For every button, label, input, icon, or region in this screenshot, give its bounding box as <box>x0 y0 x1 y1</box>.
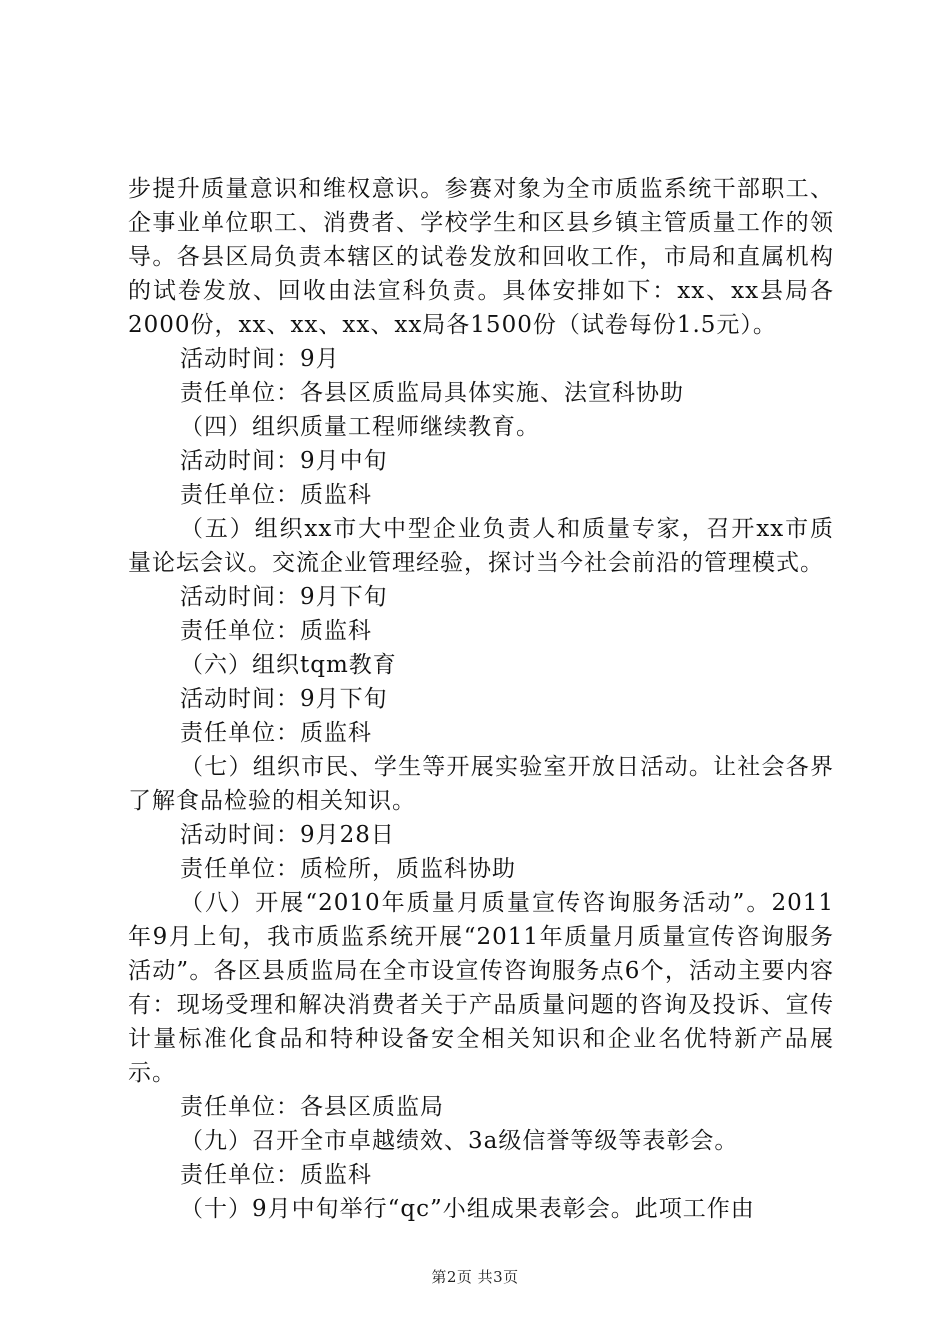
page-footer <box>0 1266 950 1287</box>
paragraph-12: 责任单位：质监科 <box>180 720 372 746</box>
paragraph-18: （九）召开全市卓越绩效、3a级信誉等级等表彰会。 <box>180 1128 739 1154</box>
paragraph-11: 活动时间：9月下旬 <box>180 686 388 712</box>
paragraph-4: （四）组织质量工程师继续教育。 <box>180 414 540 440</box>
paragraph-10: （六）组织tqm教育 <box>180 652 397 678</box>
paragraph-14: 活动时间：9月28日 <box>180 822 395 848</box>
paragraph-7: （五）组织xx市大中型企业负责人和质量专家，召开xx市质量论坛会议。交流企业管理经验，探讨当今社会前沿的管理模式。 <box>128 516 834 576</box>
paragraph-13: （七）组织市民、学生等开展实验室开放日活动。让社会各界了解食品检验的相关知识。 <box>128 754 834 814</box>
paragraph-17: 责任单位：各县区质监局 <box>180 1094 444 1120</box>
paragraph-9: 责任单位：质监科 <box>180 618 372 644</box>
paragraph-6: 责任单位：质监科 <box>180 482 372 508</box>
paragraph-1: 步提升质量意识和维权意识。参赛对象为全市质监系统干部职工、企事业单位职工、消费者、学校学生和区县乡镇主管质量工作的领导。各县区局负责本辖区的试卷发放和回收工作，市局和直属机构的试卷发放、回收由法宣科负责。具体安排如下：xx、xx县局各2000份，xx、xx、xx、xx局各1500份（试卷每份1.5元）。 <box>128 176 834 338</box>
paragraph-15: 责任单位：质检所，质监科协助 <box>180 856 516 882</box>
paragraph-16: （八）开展“2010年质量月质量宣传咨询服务活动”。2011年9月上旬，我市质监系统开展“2011年质量月质量宣传咨询服务活动”。各区县质监局在全市设宣传咨询服务点6个，活动主要内容有：现场受理和解决消费者关于产品质量问题的咨询及投诉、宣传计量标准化食品和特种设备安全相关知识和企业名优特新产品展示。 <box>128 890 834 1086</box>
document-body <box>128 172 834 1226</box>
paragraph-20: （十）9月中旬举行“qc”小组成果表彰会。此项工作由 <box>180 1196 755 1222</box>
paragraph-5: 活动时间：9月中旬 <box>180 448 388 474</box>
page-number-label: 第2页 共3页 <box>431 1268 519 1286</box>
paragraph-3: 责任单位：各县区质监局具体实施、法宣科协助 <box>180 380 684 406</box>
paragraph-2: 活动时间：9月 <box>180 346 340 372</box>
paragraph-19: 责任单位：质监科 <box>180 1162 372 1188</box>
paragraph-8: 活动时间：9月下旬 <box>180 584 388 610</box>
